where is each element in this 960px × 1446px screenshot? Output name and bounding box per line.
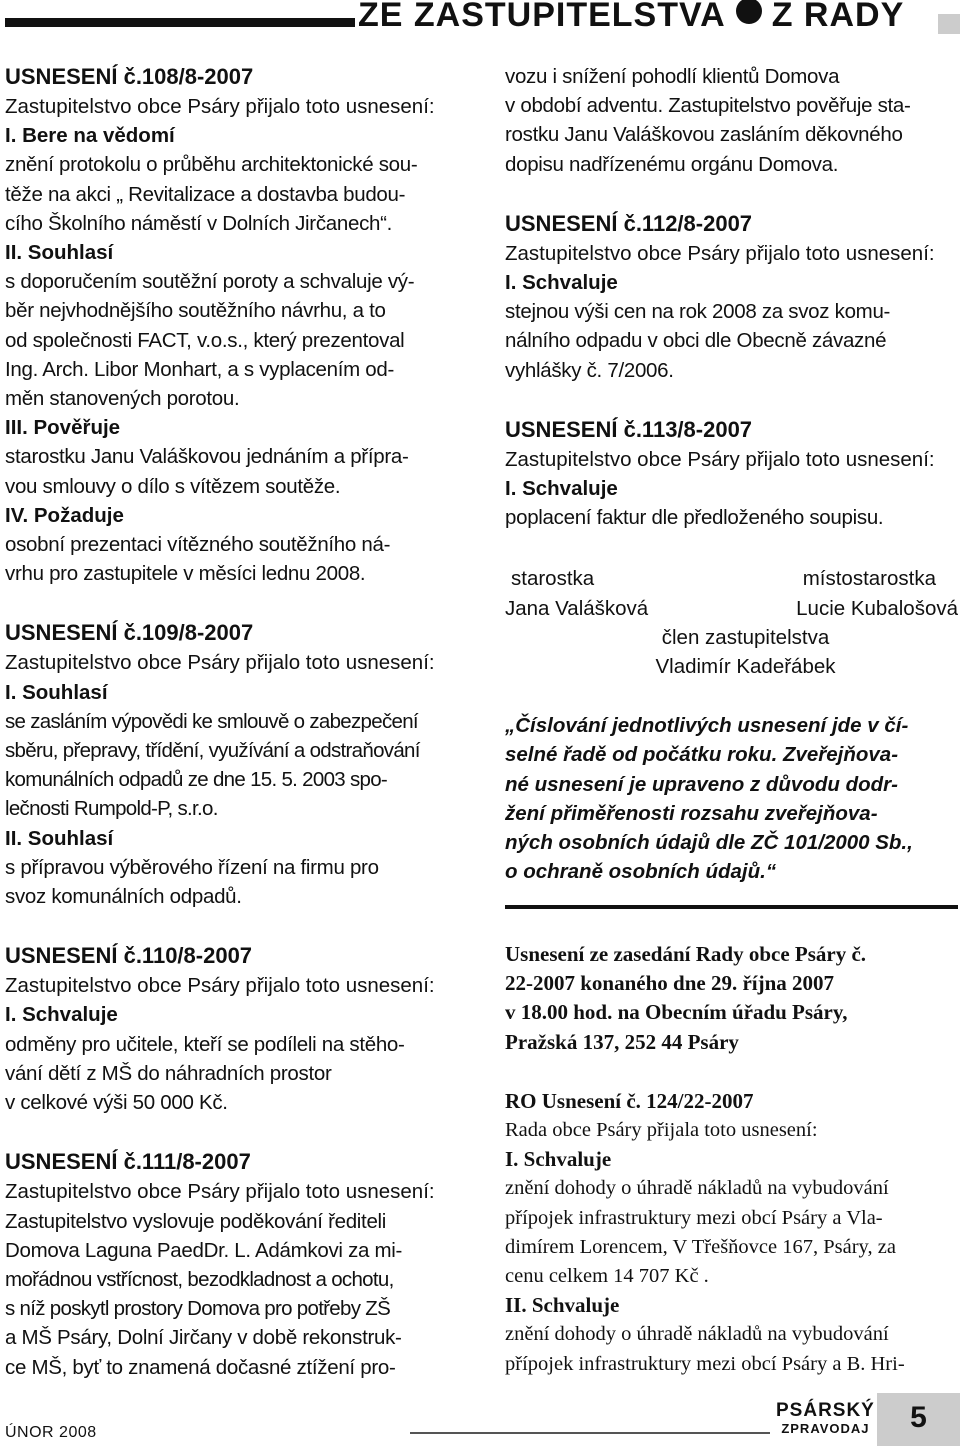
text-line: těže na akci „ Revitalizace a dostavba budou- bbox=[5, 182, 406, 206]
text-line: svoz komunálních odpadů. bbox=[5, 885, 242, 909]
text-line: Domova Laguna PaedDr. L. Adámkovi za mi- bbox=[5, 1238, 403, 1262]
text-line: znění dohody o úhradě nákladů na vybudování bbox=[505, 1177, 889, 1200]
resolution-112 bbox=[505, 209, 960, 385]
item-heading: IV. Požaduje bbox=[5, 503, 124, 527]
text-line: Zastupitelstvo vyslovuje poděkování řediteli bbox=[5, 1209, 387, 1233]
resolution-title: USNESENÍ č.110/8-2007 bbox=[5, 943, 253, 969]
text-line: vání dětí z MŠ do náhradních prostor bbox=[5, 1061, 332, 1085]
header-square bbox=[938, 14, 960, 34]
council-heading: Usnesení ze zasedání Rady obce Psáry č. bbox=[505, 942, 867, 966]
item-heading: III. Pověřuje bbox=[5, 416, 121, 440]
resolution-title: USNESENÍ č.111/8-2007 bbox=[5, 1149, 251, 1175]
text-line: v období adventu. Zastupitelstvo pověřuje sta- bbox=[505, 94, 911, 118]
page-number: 5 bbox=[910, 1401, 927, 1434]
logo-bottom: ZPRAVODAJ bbox=[781, 1421, 870, 1436]
text-line: stejnou výši cen na rok 2008 za svoz komu- bbox=[505, 300, 891, 324]
text-line: vozu i snížení pohodlí klientů Domova bbox=[505, 65, 840, 88]
text-line: vrhu pro zastupitele v měsíci lednu 2008. bbox=[5, 562, 366, 586]
text-line: přípojek infrastruktury mezi obcí Psáry a B. Hri- bbox=[505, 1352, 905, 1375]
text-line: lečnosti Rumpold-P, s.r.o. bbox=[5, 797, 218, 821]
council-heading: Pražská 137, 252 44 Psáry bbox=[505, 1029, 739, 1054]
council-resolution-title: RO Usnesení č. 124/22-2007 bbox=[505, 1088, 754, 1113]
section-title-right: Z RADY bbox=[771, 0, 905, 34]
text-line: a MŠ Psáry, Dolní Jirčany v době rekonstruk- bbox=[5, 1326, 402, 1350]
resolution-intro: Zastupitelstvo obce Psáry přijalo toto usnesení: bbox=[5, 95, 435, 118]
resolution-113 bbox=[505, 415, 960, 533]
text-line: přípojek infrastruktury mezi obcí Psáry a Vla- bbox=[505, 1206, 883, 1229]
right-column bbox=[505, 62, 960, 886]
signature-name: Lucie Kubalošová bbox=[796, 596, 958, 620]
resolution-intro: Zastupitelstvo obce Psáry přijalo toto usnesení: bbox=[5, 1180, 435, 1204]
note-line: ných osobních údajů dle ZČ 101/2000 Sb., bbox=[505, 831, 913, 855]
section-divider bbox=[505, 905, 958, 909]
resolution-intro: Zastupitelstvo obce Psáry přijalo toto usnesení: bbox=[5, 651, 435, 675]
resolution-title: USNESENÍ č.109/8-2007 bbox=[5, 620, 254, 646]
item-heading: I. Bere na vědomí bbox=[5, 124, 175, 148]
resolution-111 bbox=[5, 1147, 465, 1381]
resolution-title: USNESENÍ č.108/8-2007 bbox=[5, 64, 254, 89]
page-header bbox=[0, 0, 960, 36]
newsletter-logo bbox=[776, 1402, 875, 1438]
text-line: starostku Janu Valáškovou jednáním a přípra- bbox=[5, 445, 409, 469]
item-heading: II. Schvaluje bbox=[505, 1293, 620, 1318]
council-intro: Rada obce Psáry přijala toto usnesení: bbox=[505, 1119, 818, 1142]
text-line: vyhlášky č. 7/2006. bbox=[505, 358, 674, 382]
text-line: s níž poskytl prostory Domova pro potřeby ZŠ bbox=[5, 1297, 391, 1321]
text-line: s doporučením soutěžní poroty a schvaluje vý- bbox=[5, 270, 415, 294]
council-section bbox=[505, 940, 960, 1379]
text-line: Ing. Arch. Libor Monhart, a s vyplacením od- bbox=[5, 357, 395, 381]
text-line: běr nejvhodnějšího soutěžního návrhu, a to bbox=[5, 299, 386, 323]
text-line: dimírem Lorencem, V Třešňovce 167, Psáry, za bbox=[505, 1235, 896, 1258]
note-line: né usnesení je upraveno z důvodu dodr- bbox=[505, 772, 898, 796]
section-title bbox=[358, 0, 904, 35]
resolution-110 bbox=[5, 941, 465, 1117]
item-heading: I. Souhlasí bbox=[5, 680, 108, 704]
signature-name: Vladimír Kadeřábek bbox=[655, 655, 836, 679]
issue-date: ÚNOR 2008 bbox=[5, 1424, 97, 1441]
signature-role: místostarostka bbox=[802, 567, 936, 591]
page-number-box bbox=[877, 1393, 960, 1446]
text-line: rostku Janu Valáškovou zasláním děkovného bbox=[505, 123, 903, 147]
resolution-111-continued bbox=[505, 62, 960, 179]
text-line: poplacení faktur dle předloženého soupisu. bbox=[505, 506, 884, 530]
text-line: sběru, přepravy, třídění, využívání a odstraňování bbox=[5, 739, 420, 763]
header-rule bbox=[5, 18, 355, 27]
text-line: cího Školního náměstí v Dolních Jirčanech“. bbox=[5, 211, 393, 235]
left-column bbox=[5, 62, 465, 1382]
signature-name: Jana Valášková bbox=[505, 596, 649, 620]
text-line: se zasláním výpovědi ke smlouvě o zabezpečení bbox=[5, 709, 418, 733]
text-line: s přípravou výběrového řízení na firmu pro bbox=[5, 855, 379, 879]
item-heading: II. Souhlasí bbox=[5, 241, 114, 265]
logo-top: PSÁRSKÝ bbox=[776, 1400, 875, 1421]
signature-role: člen zastupitelstva bbox=[661, 625, 830, 649]
text-line: nálního odpadu v obci dle Obecně závazné bbox=[505, 329, 887, 353]
resolution-title: USNESENÍ č.113/8-2007 bbox=[505, 416, 753, 442]
resolution-intro: Zastupitelstvo obce Psáry přijalo toto usnesení: bbox=[505, 447, 935, 471]
signatures bbox=[505, 564, 960, 681]
text-line: měn stanovených porotou. bbox=[5, 387, 240, 411]
numbering-note bbox=[505, 711, 960, 886]
text-line: od společnosti FACT, v.o.s., který prezentoval bbox=[5, 328, 405, 352]
note-line: o ochraně osobních údajů.“ bbox=[505, 860, 777, 884]
text-line: znění dohody o úhradě nákladů na vybudování bbox=[505, 1323, 889, 1346]
note-line: selné řadě od počátku roku. Zveřejňova- bbox=[505, 743, 899, 767]
text-line: znění protokolu o průběhu architektonické sou- bbox=[5, 153, 418, 177]
text-line: komunálních odpadů ze dne 15. 5. 2003 spo- bbox=[5, 768, 388, 792]
section-title-left: ZE ZASTUPITELSTVA bbox=[358, 0, 726, 34]
note-line: „Číslování jednotlivých usnesení jde v čí- bbox=[505, 714, 909, 738]
council-heading: v 18.00 hod. na Obecním úřadu Psáry, bbox=[505, 1000, 848, 1025]
signature-role: starostka bbox=[511, 567, 595, 591]
item-heading: I. Schvaluje bbox=[505, 477, 618, 501]
council-heading: 22-2007 konaného dne 29. října 2007 bbox=[505, 971, 835, 996]
text-line: vou smlouvy o dílo s vítězem soutěže. bbox=[5, 474, 341, 498]
item-heading: I. Schvaluje bbox=[5, 1003, 118, 1027]
footer-rule bbox=[410, 1432, 770, 1434]
resolution-109 bbox=[5, 618, 465, 911]
text-line: odměny pro učitele, kteří se podíleli na stěho- bbox=[5, 1032, 405, 1056]
item-heading: II. Souhlasí bbox=[5, 826, 114, 850]
resolution-intro: Zastupitelstvo obce Psáry přijalo toto usnesení: bbox=[5, 974, 435, 998]
resolution-108 bbox=[5, 62, 465, 588]
text-line: mořádnou vstřícnost, bezodkladnost a ochotu, bbox=[5, 1267, 394, 1291]
item-heading: I. Schvaluje bbox=[505, 1147, 612, 1172]
text-line: osobní prezentaci vítězného soutěžního ná- bbox=[5, 533, 391, 557]
bullet-dot-icon bbox=[736, 0, 762, 24]
text-line: v celkové výši 50 000 Kč. bbox=[5, 1091, 228, 1115]
item-heading: I. Schvaluje bbox=[505, 271, 618, 295]
resolution-intro: Zastupitelstvo obce Psáry přijalo toto usnesení: bbox=[505, 241, 935, 265]
text-line: dopisu nadřízenému orgánu Domova. bbox=[505, 152, 839, 176]
note-line: žení přiměřenosti rozsahu zveřejňova- bbox=[505, 801, 878, 825]
text-line: ce MŠ, byť to znamená dočasné ztížení pro- bbox=[5, 1355, 396, 1379]
resolution-title: USNESENÍ č.112/8-2007 bbox=[505, 210, 753, 236]
text-line: cenu celkem 14 707 Kč . bbox=[505, 1265, 709, 1288]
